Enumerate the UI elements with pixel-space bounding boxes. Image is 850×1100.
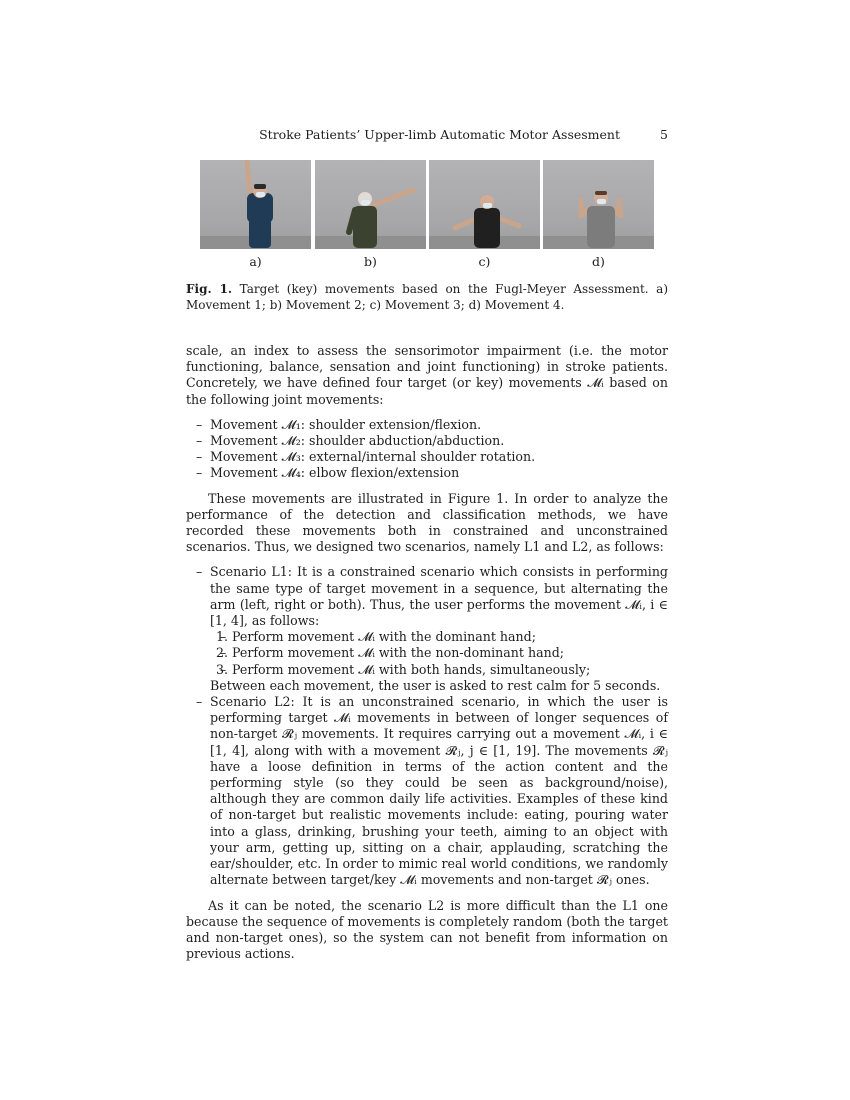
step-number: – 3. [216, 661, 229, 677]
sublabel-a: a) [249, 254, 262, 269]
caption-text: Target (key) movements based on the Fugl-Meyer Assessment. a) Movement 1; b) Movement 2; c) Movement 3; d) Movement 4. [186, 282, 669, 312]
caption-label: Fig. 1. [186, 282, 233, 296]
body-text [186, 343, 668, 962]
sublabel-c: c) [478, 254, 491, 269]
step-text: Perform movement 𝓜ᵢ with the dominant hand; [232, 629, 536, 645]
photo-movement-1 [200, 160, 311, 249]
running-header [186, 126, 668, 144]
running-title: Stroke Patients’ Upper-limb Automatic Motor Assesment [259, 127, 620, 142]
list-item [210, 629, 668, 645]
scenario-l1-intro: Scenario L1: It is a constrained scenario which consists in performing the same type of target movement in a sequence, but alternating the arm (left, right or both). Thus, the user performs the movement 𝓜ᵢ, i ∈ [1, 4], as follows: [210, 564, 668, 629]
step-number: – 2. [216, 645, 229, 661]
list-item: – Movement 𝓜₂: shoulder abduction/abduction. [186, 433, 668, 449]
scenario-l1-rest: Between each movement, the user is asked to rest calm for 5 seconds. [210, 677, 661, 693]
list-item [210, 662, 668, 678]
scenario-l1-steps [210, 629, 668, 678]
scenarios-list [186, 564, 668, 888]
movements-list [186, 417, 668, 482]
page-number: 5 [660, 127, 668, 142]
figure-1 [200, 160, 655, 250]
list-item: – Movement 𝓜₁: shoulder extension/flexion. [186, 417, 668, 433]
sublabel-d: d) [592, 254, 605, 269]
scenario-l1 [186, 564, 668, 694]
sublabel-b: b) [364, 254, 377, 269]
list-item: – Movement 𝓜₄: elbow flexion/extension [186, 465, 668, 481]
photo-movement-4 [543, 160, 654, 249]
figure-sublabels [200, 253, 655, 271]
paragraph-1: scale, an index to assess the sensorimotor impairment (i.e. the motor functioning, balance, sensation and joint functioning) in stroke patients. Concretely, we have defined four target (or key) movements 𝓜ᵢ based on the following joint movements: [186, 343, 668, 407]
photo-movement-2 [315, 160, 426, 249]
scenario-l2: – Scenario L2: It is an unconstrained scenario, in which the user is performing target 𝓜ᵢ movements in between of longer sequences of non-target 𝓡ⱼ movements. It requires carrying out a movement 𝓜ᵢ, i ∈ [1, 4], along with with a movement 𝓡ⱼ, j ∈ [1, 19]. The movements 𝓡ⱼ have a loose definition in terms of the action content and the performing style (so they could be seen as background/noise), although they are common daily life activities. Examples of these kind of non-target but realistic movements include: eating, pouring water into a glass, drinking, brushing your teeth, aiming to an object with your arm, getting up, sitting on a chair, applauding, scratching the ear/shoulder, etc. In order to mimic real world conditions, we randomly alternate between target/key 𝓜ᵢ movements and non-target 𝓡ⱼ ones. [186, 694, 668, 888]
list-item: – Movement 𝓜₃: external/internal shoulder rotation. [186, 449, 668, 465]
list-item [210, 645, 668, 661]
photo-movement-3 [429, 160, 540, 249]
paragraph-2: These movements are illustrated in Figure 1. In order to analyze the performance of the detection and classification methods, we have recorded these movements both in constrained and unconstrained scenarios. Thus, we designed two scenarios, namely L1 and L2, as follows: [186, 490, 668, 555]
step-text: Perform movement 𝓜ᵢ with both hands, simultaneously; [232, 661, 591, 677]
step-text: Perform movement 𝓜ᵢ with the non-dominant hand; [232, 645, 565, 661]
step-number: – 1. [216, 629, 229, 645]
paragraph-3: As it can be noted, the scenario L2 is more difficult than the L1 one because the sequence of movements is completely random (both the target and non-target ones), so the system can not benefit from information on previous actions. [186, 897, 668, 962]
figure-caption [186, 281, 668, 313]
